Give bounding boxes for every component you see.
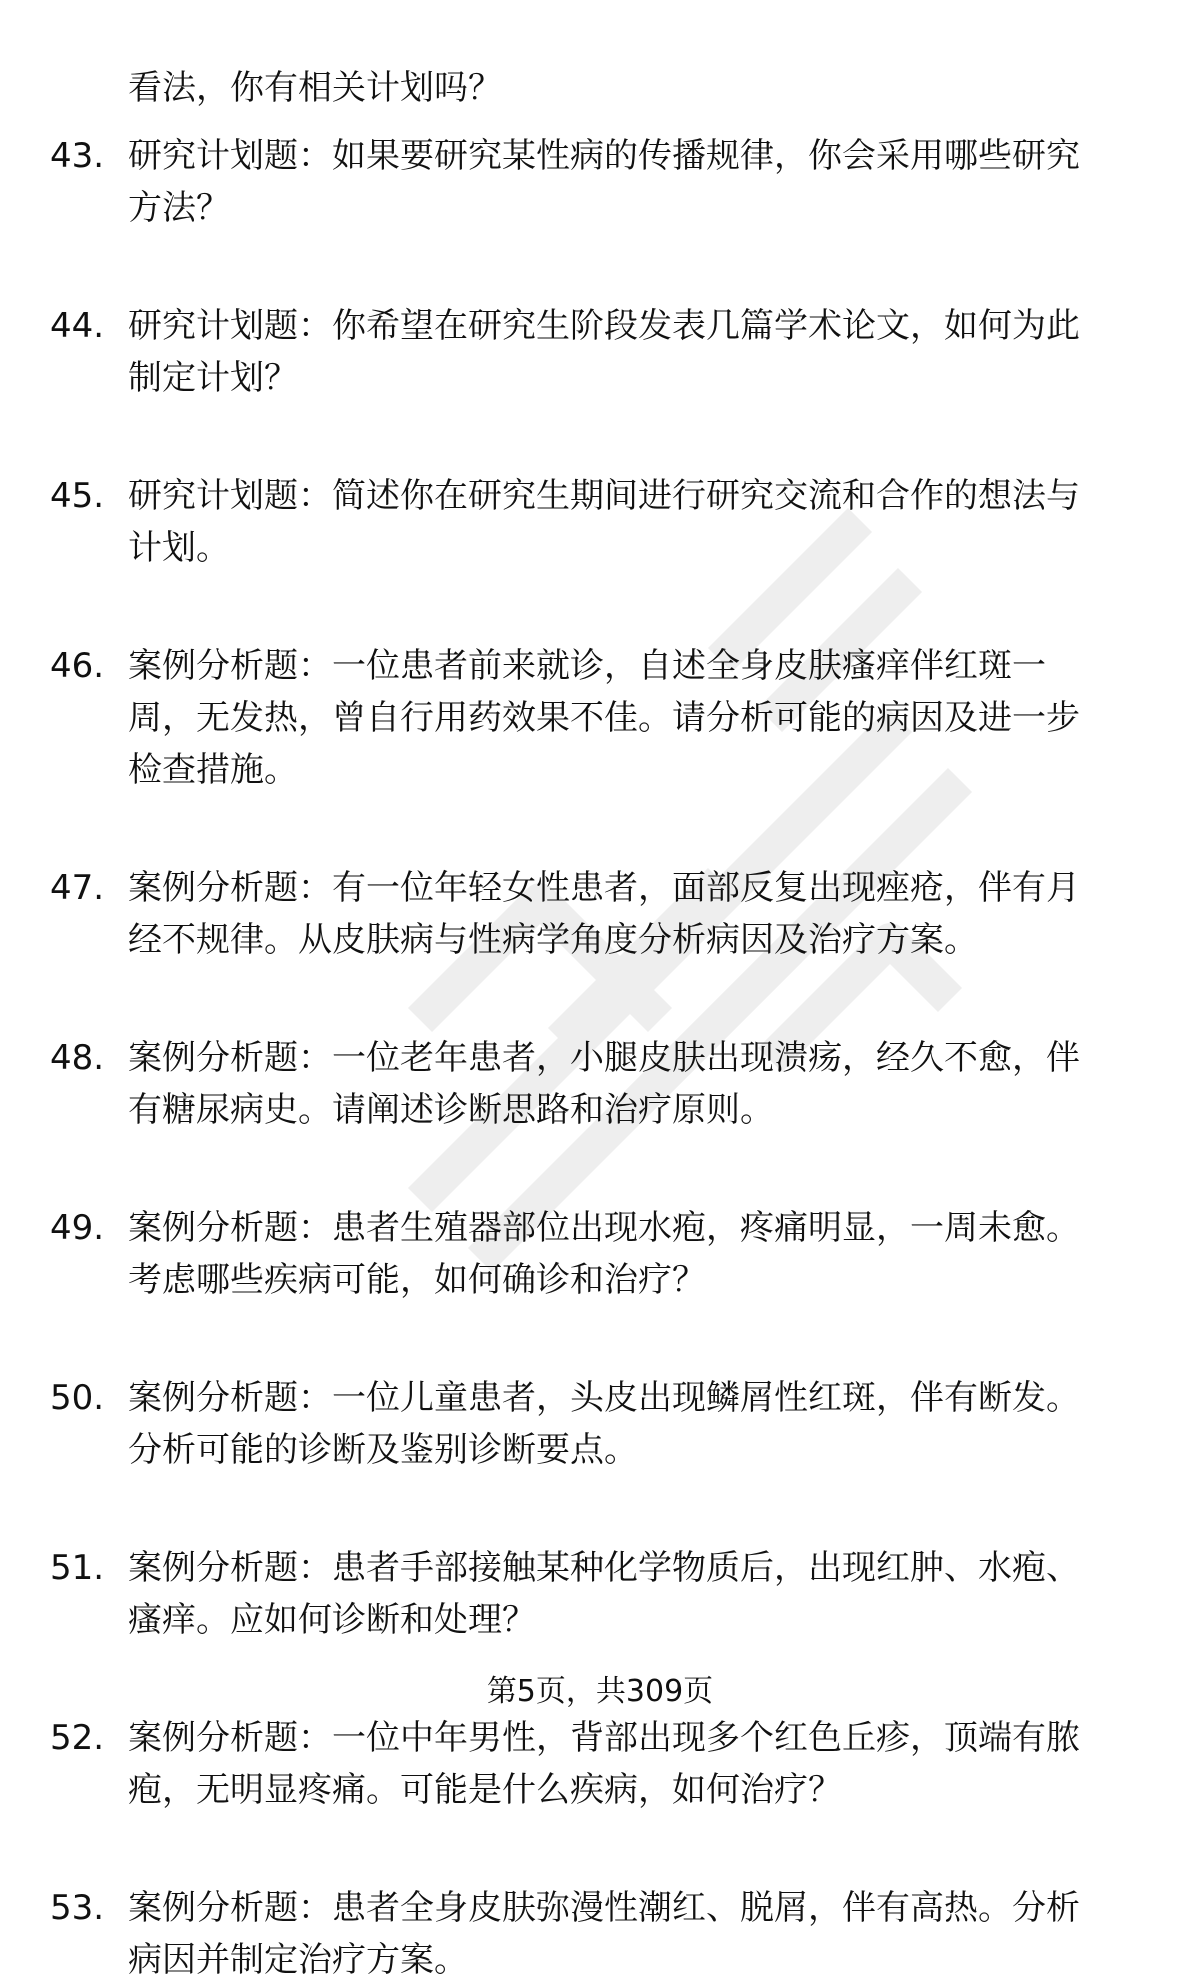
question-number: 49. bbox=[50, 1208, 105, 1248]
question-text-line: 案例分析题：一位儿童患者，头皮出现鳞屑性红斑，伴有断发。 bbox=[128, 1378, 1080, 1418]
question-text-line: 周，无发热，曾自行用药效果不佳。请分析可能的病因及进一步 bbox=[128, 698, 1080, 738]
question-text bbox=[128, 1712, 1148, 1816]
question-number: 46. bbox=[50, 646, 105, 686]
question-text bbox=[128, 1542, 1148, 1646]
question-number: 44. bbox=[50, 306, 105, 346]
question-text bbox=[128, 1202, 1148, 1306]
question-text-line: 案例分析题：一位老年患者，小腿皮肤出现溃疡，经久不愈，伴 bbox=[128, 1038, 1080, 1078]
question-number: 45. bbox=[50, 476, 105, 516]
question-text-line: 案例分析题：有一位年轻女性患者，面部反复出现痤疮，伴有月 bbox=[128, 868, 1080, 908]
question-number: 51. bbox=[50, 1548, 105, 1588]
question-text-line: 案例分析题：患者手部接触某种化学物质后，出现红肿、水疱、 bbox=[128, 1548, 1080, 1588]
question-text-line: 经不规律。从皮肤病与性病学角度分析病因及治疗方案。 bbox=[128, 920, 978, 960]
question-text-line: 瘙痒。应如何诊断和处理？ bbox=[128, 1600, 536, 1640]
question-text-line: 案例分析题：一位患者前来就诊，自述全身皮肤瘙痒伴红斑一 bbox=[128, 646, 1046, 686]
question-text-line: 考虑哪些疾病可能，如何确诊和治疗？ bbox=[128, 1260, 706, 1300]
question-text-line: 方法？ bbox=[128, 188, 230, 228]
question-number: 52. bbox=[50, 1718, 105, 1758]
question-text-line: 研究计划题：简述你在研究生期间进行研究交流和合作的想法与 bbox=[128, 476, 1080, 516]
question-text bbox=[128, 300, 1148, 404]
question-text bbox=[128, 470, 1148, 574]
question-text-line: 疱，无明显疼痛。可能是什么疾病，如何治疗？ bbox=[128, 1770, 842, 1810]
question-number: 48. bbox=[50, 1038, 105, 1078]
question-text-line: 制定计划？ bbox=[128, 358, 298, 398]
question-text-line: 案例分析题：患者生殖器部位出现水疱，疼痛明显，一周未愈。 bbox=[128, 1208, 1080, 1248]
question-text bbox=[128, 1372, 1148, 1476]
question-text-line: 有糖尿病史。请阐述诊断思路和治疗原则。 bbox=[128, 1090, 774, 1130]
question-text-line: 计划。 bbox=[128, 528, 230, 568]
question-text bbox=[128, 862, 1148, 966]
question-text-line: 案例分析题：一位中年男性，背部出现多个红色丘疹，顶端有脓 bbox=[128, 1718, 1080, 1758]
continued-question-text: 看法，你有相关计划吗？ bbox=[128, 68, 502, 108]
question-text bbox=[128, 1032, 1148, 1136]
page-number-footer: 第5页，共309页 bbox=[486, 1674, 714, 1709]
question-number: 43. bbox=[50, 136, 105, 176]
question-text-line: 研究计划题：你希望在研究生阶段发表几篇学术论文，如何为此 bbox=[128, 306, 1080, 346]
question-number: 50. bbox=[50, 1378, 105, 1418]
question-text-line: 分析可能的诊断及鉴别诊断要点。 bbox=[128, 1430, 638, 1470]
question-text-line: 检查措施。 bbox=[128, 750, 298, 790]
question-text-line: 案例分析题：患者全身皮肤弥漫性潮红、脱屑，伴有高热。分析 bbox=[128, 1888, 1080, 1928]
question-text bbox=[128, 130, 1148, 234]
question-text bbox=[128, 1882, 1148, 1986]
question-number: 53. bbox=[50, 1888, 105, 1928]
question-number: 47. bbox=[50, 868, 105, 908]
question-text-line: 病因并制定治疗方案。 bbox=[128, 1940, 468, 1980]
question-text-line: 研究计划题：如果要研究某性病的传播规律，你会采用哪些研究 bbox=[128, 136, 1080, 176]
question-text bbox=[128, 640, 1148, 796]
